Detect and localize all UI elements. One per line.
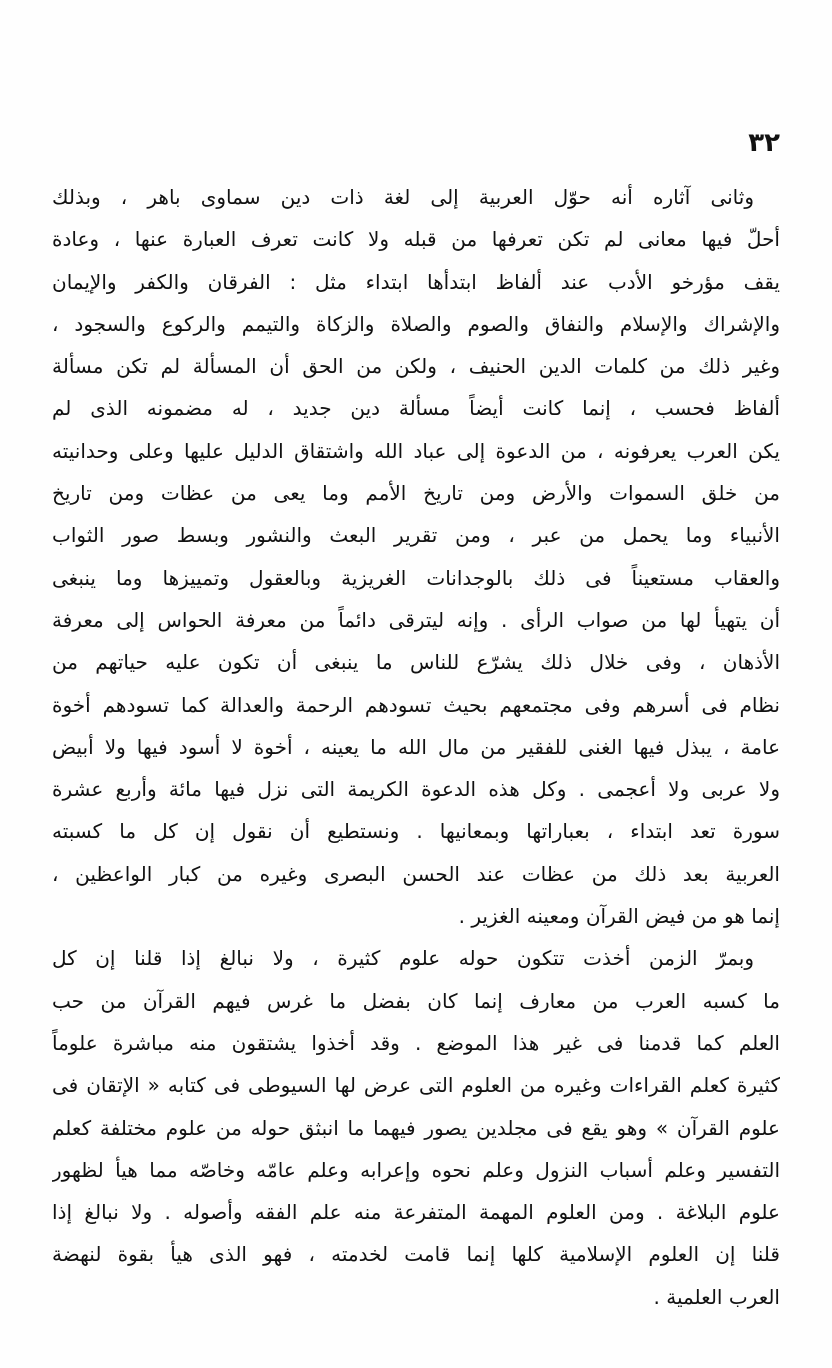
text-line: علوم القرآن » وهو يقع فى مجلدين يصور فيهما ما انبثق حوله من علوم مختلفة كعلم — [52, 1115, 780, 1140]
text-line: التفسير وعلم أسباب النزول وعلم نحوه وإعرابه وعلم عامّه وخاصّه مما هيأ لظهور — [52, 1157, 780, 1182]
text-line: ما كسبه العرب من معارف إنما كان بفضل ما غرس فيهم القرآن من حب — [52, 988, 780, 1013]
text-line: ألفاظ فحسب ، إنما كانت أيضاً مسألة دين جديد ، له مضمونه الذى لم — [52, 396, 780, 421]
text-line: إنما هو من فيض القرآن ومعينه الغزير . — [458, 904, 780, 929]
text-line: وثانى آثاره أنه حوّل العربية إلى لغة ذات دين سماوى باهر ، وبذلك — [52, 185, 754, 209]
text-line: يكن العرب يعرفونه ، من الدعوة إلى عباد الله واشتقاق الدليل عليها وعلى وحدانيته — [52, 438, 780, 463]
text-line: كثيرة كعلم القراءات وغيره من العلوم التى عرض لها السيوطى فى كتابه « الإتقان فى — [52, 1073, 780, 1098]
text-line: العربية بعد ذلك من عظات عند الحسن البصرى وغيره من كبار الواعظين ، — [52, 861, 780, 886]
text-line: نظام فى أسرهم وفى مجتمعهم بحيث تسودهم الرحمة والعدالة كما تسودهم أخوة — [52, 692, 780, 717]
text-line: ولا عربى ولا أعجمى . وكل هذه الدعوة الكريمة التى نزل فيها مائة وأربع عشرة — [52, 777, 780, 802]
text-line: العلم كما قدمنا فى غير هذا الموضع . وقد أخذوا يشتقون منه مباشرة علوماً — [52, 1030, 780, 1055]
text-line: سورة تعد ابتداء ، بعباراتها وبمعانيها . ونستطيع أن نقول إن كل ما كسبته — [52, 819, 780, 844]
text-line: وبمرّ الزمن أخذت تتكون حوله علوم كثيرة ، ولا نبالغ إذا قلنا إن كل — [52, 946, 754, 971]
text-line: علوم البلاغة . ومن العلوم المهمة المتفرعة منه علم الفقه وأصوله . ولا نبالغ إذا — [52, 1200, 780, 1225]
paragraph-2 — [52, 937, 780, 1318]
text-line: والعقاب مستعيناً فى ذلك بالوجدانات الغريزية وبالعقول وتمييزها وما ينبغى — [52, 565, 780, 590]
text-line: يقف مؤرخو الأدب عند ألفاظ ابتدأها ابتداء مثل : الفرقان والكفر والإيمان — [52, 269, 780, 294]
text-line: الأنبياء وما يحمل من عبر ، ومن تقرير البعث والنشور وبسط صور الثواب — [52, 523, 780, 548]
text-line: وغير ذلك من كلمات الدين الحنيف ، ولكن من الحق أن المسألة لم تكن مسألة — [52, 354, 780, 379]
text-line: والإشراك والإسلام والنفاق والصوم والصلاة والزكاة والتيمم والركوع والسجود ، — [52, 311, 780, 336]
text-line: الأذهان ، وفى خلال ذلك يشرّع للناس ما ينبغى أن تكون عليه حياتهم من — [52, 650, 780, 675]
text-line: قلنا إن العلوم الإسلامية كلها إنما قامت لخدمته ، فهو الذى هيأ بقوة لنهضة — [52, 1242, 780, 1267]
page-number: ٣٢ — [748, 128, 780, 158]
text-line: العرب العلمية . — [653, 1284, 780, 1309]
paragraph-1 — [52, 176, 780, 937]
body-text — [52, 176, 780, 1318]
text-line: من خلق السموات والأرض ومن تاريخ الأمم وما يعى من عظات ومن تاريخ — [52, 481, 780, 506]
text-line: أحلّ فيها معانى لم تكن تعرفها من قبله ولا كانت تعرف العبارة عنها ، وعادة — [52, 227, 780, 252]
text-line: عامة ، يبذل فيها الغنى للفقير من مال الله ما يعينه ، أخوة لا أسود فيها ولا أبيض — [52, 734, 780, 759]
text-line: أن يتهيأ لها من صواب الرأى . وإنه ليترقى دائماً من معرفة الحواس إلى معرفة — [52, 607, 780, 632]
